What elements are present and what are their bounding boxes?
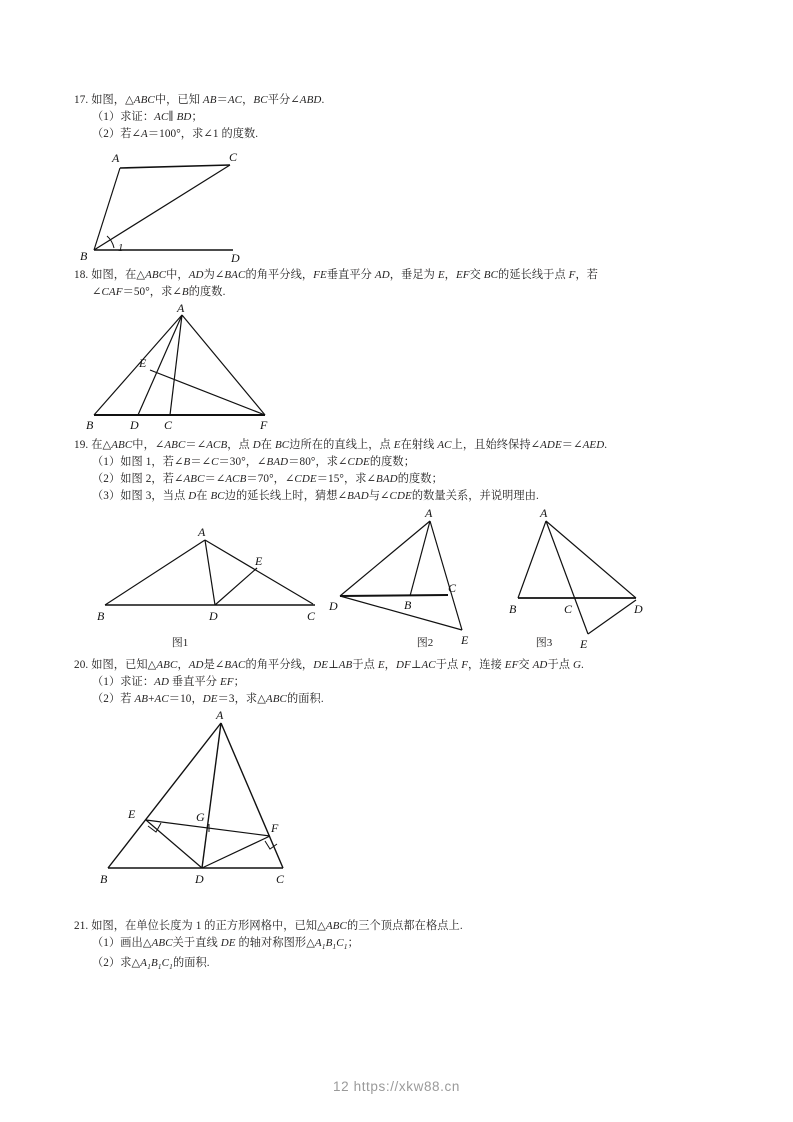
figure-17 — [78, 150, 308, 265]
figure-19-2-label-C: C — [448, 581, 457, 595]
figure-20-label-B: B — [100, 872, 108, 886]
figure-19-3-caption: 图3 — [535, 637, 553, 649]
figure-19-1-label-A: A — [198, 525, 206, 539]
figure-19-2-label-D: D — [329, 599, 338, 613]
figure-17-label-angle-1: 1 — [118, 243, 124, 254]
figure-19-3-label-B: B — [509, 602, 517, 616]
problem-19-text — [74, 437, 744, 505]
problem-18-number: 18. — [74, 269, 89, 281]
figure-17-label-C: C — [229, 150, 238, 164]
figure-19-3-label-C: C — [564, 602, 573, 616]
figure-20-label-D: D — [195, 872, 204, 886]
figure-18-label-C: C — [164, 418, 173, 432]
problem-17-text — [74, 92, 734, 143]
figure-18 — [80, 303, 310, 433]
figure-19-1 — [97, 520, 335, 630]
figure-19-1-label-B: B — [97, 609, 105, 623]
problem-19-number: 19. — [74, 439, 89, 451]
figure-17-label-A: A — [112, 151, 120, 165]
problem-21-stem: 21. 如图，在单位长度为 1 的正方形网格中，已知△ABC的三个顶点都在格点上. — [74, 920, 463, 932]
figure-20-label-G: G — [196, 810, 205, 824]
figure-19-2-label-E: E — [461, 633, 469, 647]
figure-19-1-label-D: D — [209, 609, 218, 623]
problem-21-number: 21. — [74, 920, 89, 932]
problem-20-item-1: （1）求证：AD 垂直平分 EF； — [92, 676, 245, 688]
figure-18-label-B: B — [86, 418, 94, 432]
figure-19-1-caption: 图1 — [171, 637, 189, 649]
figure-17-label-D: D — [231, 251, 240, 265]
problem-18-text — [74, 267, 739, 301]
figure-20-label-C: C — [276, 872, 285, 886]
problem-21-item-2: （2）求$\triangle A_1B_1C_1$的面积. — [92, 957, 210, 972]
problem-17-stem: 17. 如图，△ABC中，已知 AB＝AC，BC平分∠ABD. — [74, 94, 325, 106]
problem-19-item-3: （3）如图 3，当点 D在 BC边的延长线上时，猜想∠BAD与∠CDE的数量关系，并说明理由. — [92, 490, 539, 502]
problem-17-item-2: （2）若∠A＝100°，求∠1 的度数. — [92, 128, 259, 140]
figure-19-2-label-A: A — [425, 506, 433, 520]
problem-18-stem-line-2: ∠CAF＝50°，求∠B的度数. — [92, 286, 226, 298]
problem-18-stem-line-1: 18. 如图，在△ABC中，AD为∠BAC的角平分线，FE垂直平分 AD，垂足为 E，EF交 BC的延长线于点 F，若 — [74, 269, 599, 281]
figure-18-label-A: A — [177, 301, 185, 315]
problem-20-stem: 20. 如图，已知△ABC，AD是∠BAC的角平分线，DE⊥AB于点 E，DF⊥AC于点 F，连接 EF交 AD于点 G. — [74, 659, 584, 671]
figure-18-label-D: D — [130, 418, 139, 432]
figure-19-1-label-C: C — [307, 609, 316, 623]
figure-19-2-caption: 图2 — [416, 637, 434, 649]
figure-19-3-label-A: A — [540, 506, 548, 520]
problem-17-item-1: （1）求证：AC∥ BD； — [92, 111, 203, 123]
figure-19-1-label-E: E — [255, 554, 263, 568]
problem-20-item-2: （2）若 AB+AC＝10，DE＝3，求△ABC的面积. — [92, 693, 324, 705]
figure-19-2 — [330, 508, 500, 648]
problem-20-number: 20. — [74, 659, 89, 671]
figure-20-label-F: F — [271, 821, 279, 835]
figure-19-3 — [508, 506, 688, 651]
figure-18-label-E: E — [139, 356, 147, 370]
problem-19-stem: 19. 在△ABC中，∠ABC＝∠ACB，点 D在 BC边所在的直线上，点 E在射线 AC上，且始终保持∠ADE＝∠AED. — [74, 439, 608, 451]
footer-text: 12 https://xkw88.cn — [333, 1079, 460, 1094]
problem-19-item-2: （2）如图 2，若∠ABC＝∠ACB＝70°，∠CDE＝15°，求∠BAD的度数； — [92, 473, 443, 485]
figure-20-label-E: E — [128, 807, 136, 821]
figure-20 — [78, 708, 328, 903]
figure-19-3-label-D: D — [634, 602, 643, 616]
figure-20-label-A: A — [216, 708, 224, 722]
problem-20-text — [74, 657, 744, 708]
problem-21-text — [74, 918, 744, 975]
problem-17-number: 17. — [74, 94, 89, 106]
problem-21-item-1: （1）画出△ABC关于直线 DE 的轴对称图形$\triangle A_1B_1C_1$； — [92, 937, 359, 952]
figure-19-3-label-E: E — [580, 637, 588, 651]
figure-17-label-B: B — [80, 249, 88, 263]
page-footer — [0, 1079, 793, 1094]
problem-19-item-1: （1）如图 1，若∠B＝∠C＝30°，∠BAD＝80°，求∠CDE的度数； — [92, 456, 415, 468]
figure-18-label-F: F — [260, 418, 268, 432]
figure-19-2-label-B: B — [404, 598, 412, 612]
